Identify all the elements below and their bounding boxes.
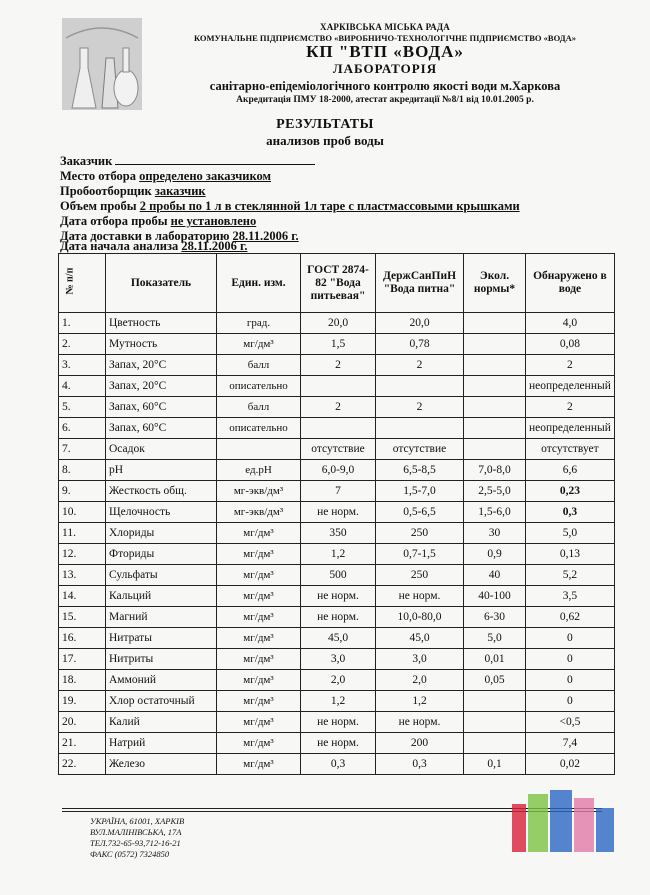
- table-row: [59, 691, 615, 712]
- row-gost: 1,2: [301, 691, 376, 712]
- row-number: 2.: [59, 334, 106, 355]
- row-found: 5,2: [526, 565, 615, 586]
- table-row: [59, 670, 615, 691]
- row-found: неопределенный: [526, 376, 615, 397]
- info-volume-value: 2 пробы по 1 л в стеклянной 1л таре с пластмассовыми крышками: [139, 199, 520, 213]
- row-number: 15.: [59, 607, 106, 628]
- results-table: [58, 253, 615, 775]
- row-indicator: Осадок: [106, 439, 217, 460]
- row-eco: 0,01: [464, 649, 526, 670]
- row-dsp: 250: [376, 523, 464, 544]
- row-dsp: 45,0: [376, 628, 464, 649]
- row-gost: 1,2: [301, 544, 376, 565]
- row-dsp: 1,5-7,0: [376, 481, 464, 502]
- row-dsp: 0,3: [376, 754, 464, 775]
- row-number: 3.: [59, 355, 106, 376]
- row-indicator: Аммоний: [106, 670, 217, 691]
- row-unit: мг/дм³: [217, 712, 301, 733]
- row-dsp: 0,5-6,5: [376, 502, 464, 523]
- row-gost: 350: [301, 523, 376, 544]
- row-gost: не норм.: [301, 733, 376, 754]
- row-unit: ед.pH: [217, 460, 301, 481]
- table-row: [59, 313, 615, 334]
- row-found: неопределенный: [526, 418, 615, 439]
- row-number: 14.: [59, 586, 106, 607]
- info-date-start: [60, 239, 247, 254]
- row-indicator: Цветность: [106, 313, 217, 334]
- row-indicator: Фториды: [106, 544, 217, 565]
- row-number: 12.: [59, 544, 106, 565]
- header-dsp: ДержСанПиН "Вода питна": [376, 254, 464, 313]
- row-indicator: Натрий: [106, 733, 217, 754]
- info-place-value: определено заказчиком: [139, 169, 272, 183]
- footer-addr-line4: ФАКС (0572) 7324850: [90, 849, 170, 859]
- table-row: [59, 628, 615, 649]
- row-gost: 500: [301, 565, 376, 586]
- info-customer: [60, 153, 315, 169]
- row-found: 0,08: [526, 334, 615, 355]
- row-eco: [464, 355, 526, 376]
- row-gost: 7: [301, 481, 376, 502]
- row-unit: град.: [217, 313, 301, 334]
- row-unit: мг/дм³: [217, 544, 301, 565]
- row-number: 10.: [59, 502, 106, 523]
- row-eco: 40: [464, 565, 526, 586]
- row-unit: описательно: [217, 418, 301, 439]
- table-header-row: [59, 254, 615, 313]
- info-date-start-value: 28.11.2006 г.: [181, 239, 248, 253]
- row-found: 0,3: [526, 502, 615, 523]
- table-row: [59, 712, 615, 733]
- row-eco: [464, 313, 526, 334]
- row-found: 5,0: [526, 523, 615, 544]
- row-found: отсутствует: [526, 439, 615, 460]
- row-unit: [217, 439, 301, 460]
- info-sampler-value: заказчик: [154, 184, 206, 198]
- row-indicator: Нитраты: [106, 628, 217, 649]
- row-eco: 6-30: [464, 607, 526, 628]
- row-found: 0: [526, 691, 615, 712]
- header-org-name: КП "ВТП «ВОДА»: [306, 42, 464, 61]
- row-unit: балл: [217, 355, 301, 376]
- row-unit: мг-экв/дм³: [217, 481, 301, 502]
- info-date-sample-value: не установлено: [170, 214, 257, 228]
- row-dsp: 250: [376, 565, 464, 586]
- row-found: 2: [526, 355, 615, 376]
- info-place: [60, 169, 271, 184]
- row-unit: мг/дм³: [217, 733, 301, 754]
- header-laboratory: ЛАБОРАТОРІЯ: [332, 61, 438, 76]
- row-dsp: 200: [376, 733, 464, 754]
- header-accreditation: Акредитація ПМУ 18-2000, атестат акредитації №8/1 від 10.01.2005 р.: [236, 95, 534, 105]
- row-number: 18.: [59, 670, 106, 691]
- row-eco: 2,5-5,0: [464, 481, 526, 502]
- footer-addr-line3: ТЕЛ.732-65-93,712-16-21: [90, 838, 181, 848]
- row-number: 21.: [59, 733, 106, 754]
- info-date-sample: [60, 214, 256, 229]
- table-row: [59, 481, 615, 502]
- row-found: 0,13: [526, 544, 615, 565]
- header-eco: Экол. нормы*: [464, 254, 526, 313]
- row-unit: мг/дм³: [217, 586, 301, 607]
- row-unit: мг/дм³: [217, 628, 301, 649]
- table-row: [59, 355, 615, 376]
- row-gost: 3,0: [301, 649, 376, 670]
- row-number: 19.: [59, 691, 106, 712]
- row-eco: [464, 376, 526, 397]
- table-row: [59, 754, 615, 775]
- row-number: 9.: [59, 481, 106, 502]
- row-gost: 2: [301, 355, 376, 376]
- row-indicator: Запах, 60°С: [106, 397, 217, 418]
- row-found: 6,6: [526, 460, 615, 481]
- header-gost: ГОСТ 2874-82 "Вода питьевая": [301, 254, 376, 313]
- row-gost: 6,0-9,0: [301, 460, 376, 481]
- row-eco: [464, 418, 526, 439]
- row-eco: [464, 334, 526, 355]
- row-indicator: Запах, 20°С: [106, 355, 217, 376]
- row-eco: [464, 439, 526, 460]
- row-dsp: 0,7-1,5: [376, 544, 464, 565]
- row-indicator: Нитриты: [106, 649, 217, 670]
- table-row: [59, 649, 615, 670]
- info-date-delivery-label: Дата доставки в лабораторию: [60, 229, 230, 243]
- row-dsp: 6,5-8,5: [376, 460, 464, 481]
- header-city-council: ХАРКІВСЬКА МІСЬКА РАДА: [320, 22, 450, 32]
- row-indicator: Кальций: [106, 586, 217, 607]
- row-eco: [464, 733, 526, 754]
- row-unit: мг/дм³: [217, 649, 301, 670]
- row-number: 16.: [59, 628, 106, 649]
- row-dsp: 20,0: [376, 313, 464, 334]
- row-gost: 45,0: [301, 628, 376, 649]
- row-eco: [464, 691, 526, 712]
- row-gost: 0,3: [301, 754, 376, 775]
- row-dsp: [376, 418, 464, 439]
- doc-title: РЕЗУЛЬТАТЫ: [276, 117, 374, 132]
- row-gost: не норм.: [301, 712, 376, 733]
- row-eco: 0,05: [464, 670, 526, 691]
- row-eco: [464, 712, 526, 733]
- row-gost: отсутствие: [301, 439, 376, 460]
- row-unit: мг/дм³: [217, 565, 301, 586]
- row-dsp: 10,0-80,0: [376, 607, 464, 628]
- row-gost: [301, 418, 376, 439]
- row-gost: не норм.: [301, 607, 376, 628]
- row-gost: [301, 376, 376, 397]
- row-found: 0: [526, 649, 615, 670]
- header-num: № п/п: [59, 254, 106, 313]
- row-found: 3,5: [526, 586, 615, 607]
- header-enterprise: КОМУНАЛЬНЕ ПІДПРИЄМСТВО «ВИРОБНИЧО-ТЕХНОЛОГІЧНЕ ПІДПРИЄМСТВО «ВОДА»: [193, 33, 577, 43]
- row-number: 7.: [59, 439, 106, 460]
- row-unit: мг/дм³: [217, 334, 301, 355]
- row-found: 0,62: [526, 607, 615, 628]
- row-number: 6.: [59, 418, 106, 439]
- row-dsp: 2,0: [376, 670, 464, 691]
- customer-blank-line: [115, 153, 315, 165]
- row-eco: 1,5-6,0: [464, 502, 526, 523]
- table-row: [59, 397, 615, 418]
- row-gost: 2,0: [301, 670, 376, 691]
- info-sampler-label: Пробоотборщик: [60, 184, 152, 198]
- row-gost: 2: [301, 397, 376, 418]
- footer-address: [90, 816, 184, 860]
- row-eco: 0,1: [464, 754, 526, 775]
- row-found: 2: [526, 397, 615, 418]
- row-dsp: отсутствие: [376, 439, 464, 460]
- row-found: 4,0: [526, 313, 615, 334]
- row-found: 7,4: [526, 733, 615, 754]
- row-unit: мг/дм³: [217, 754, 301, 775]
- row-eco: [464, 397, 526, 418]
- row-number: 20.: [59, 712, 106, 733]
- row-found: 0,23: [526, 481, 615, 502]
- row-indicator: Жесткость общ.: [106, 481, 217, 502]
- row-unit: мг/дм³: [217, 691, 301, 712]
- row-eco: 5,0: [464, 628, 526, 649]
- row-dsp: не норм.: [376, 712, 464, 733]
- info-volume: [60, 199, 520, 214]
- row-number: 4.: [59, 376, 106, 397]
- row-indicator: pH: [106, 460, 217, 481]
- row-unit: балл: [217, 397, 301, 418]
- table-row: [59, 523, 615, 544]
- row-dsp: 2: [376, 355, 464, 376]
- row-gost: не норм.: [301, 502, 376, 523]
- row-indicator: Магний: [106, 607, 217, 628]
- table-row: [59, 418, 615, 439]
- row-dsp: [376, 376, 464, 397]
- table-row: [59, 334, 615, 355]
- info-place-label: Место отбора: [60, 169, 136, 183]
- row-found: 0: [526, 628, 615, 649]
- row-dsp: 1,2: [376, 691, 464, 712]
- row-found: <0,5: [526, 712, 615, 733]
- table-row: [59, 376, 615, 397]
- row-number: 1.: [59, 313, 106, 334]
- info-customer-label: Заказчик: [60, 154, 113, 168]
- watermark-stamp-logo: [512, 790, 616, 854]
- table-row: [59, 460, 615, 481]
- doc-subtitle: анализов проб воды: [266, 133, 384, 148]
- row-number: 11.: [59, 523, 106, 544]
- row-unit: мг/дм³: [217, 523, 301, 544]
- row-number: 13.: [59, 565, 106, 586]
- row-indicator: Калий: [106, 712, 217, 733]
- header-found: Обнаружено в воде: [526, 254, 615, 313]
- row-number: 8.: [59, 460, 106, 481]
- row-gost: не норм.: [301, 586, 376, 607]
- row-gost: 1,5: [301, 334, 376, 355]
- header-unit: Един. изм.: [217, 254, 301, 313]
- row-unit: мг-экв/дм³: [217, 502, 301, 523]
- row-eco: 30: [464, 523, 526, 544]
- table-row: [59, 544, 615, 565]
- header-indicator: Показатель: [106, 254, 217, 313]
- row-unit: мг/дм³: [217, 607, 301, 628]
- table-row: [59, 607, 615, 628]
- table-row: [59, 586, 615, 607]
- lab-glassware-logo: [62, 18, 142, 110]
- row-unit: мг/дм³: [217, 670, 301, 691]
- row-number: 17.: [59, 649, 106, 670]
- row-indicator: Запах, 20°С: [106, 376, 217, 397]
- row-dsp: 2: [376, 397, 464, 418]
- row-eco: 0,9: [464, 544, 526, 565]
- row-found: 0,02: [526, 754, 615, 775]
- row-indicator: Мутность: [106, 334, 217, 355]
- row-indicator: Железо: [106, 754, 217, 775]
- row-indicator: Запах, 60°С: [106, 418, 217, 439]
- row-number: 22.: [59, 754, 106, 775]
- row-gost: 20,0: [301, 313, 376, 334]
- row-unit: описательно: [217, 376, 301, 397]
- row-indicator: Хлориды: [106, 523, 217, 544]
- header-lab-description: санітарно-епідеміологічного контролю якості води м.Харкова: [209, 79, 561, 93]
- row-indicator: Хлор остаточный: [106, 691, 217, 712]
- row-indicator: Сульфаты: [106, 565, 217, 586]
- info-date-start-label: Дата начала анализа: [60, 239, 179, 253]
- row-dsp: 0,78: [376, 334, 464, 355]
- row-eco: 40-100: [464, 586, 526, 607]
- row-dsp: 3,0: [376, 649, 464, 670]
- row-eco: 7,0-8,0: [464, 460, 526, 481]
- row-number: 5.: [59, 397, 106, 418]
- info-volume-label: Объем пробы: [60, 199, 137, 213]
- info-date-delivery-value: 28.11.2006 г.: [232, 229, 299, 243]
- row-found: 0: [526, 670, 615, 691]
- table-row: [59, 733, 615, 754]
- footer-addr-line1: УКРАЇНА, 61001, ХАРКІВ: [90, 816, 185, 826]
- footer-addr-line2: ВУЛ.МАЛІНІВСЬКА, 17А: [90, 827, 182, 837]
- table-row: [59, 565, 615, 586]
- info-date-sample-label: Дата отбора пробы: [60, 214, 168, 228]
- table-row: [59, 439, 615, 460]
- row-dsp: не норм.: [376, 586, 464, 607]
- row-indicator: Щелочность: [106, 502, 217, 523]
- table-row: [59, 502, 615, 523]
- info-sampler: [60, 184, 206, 199]
